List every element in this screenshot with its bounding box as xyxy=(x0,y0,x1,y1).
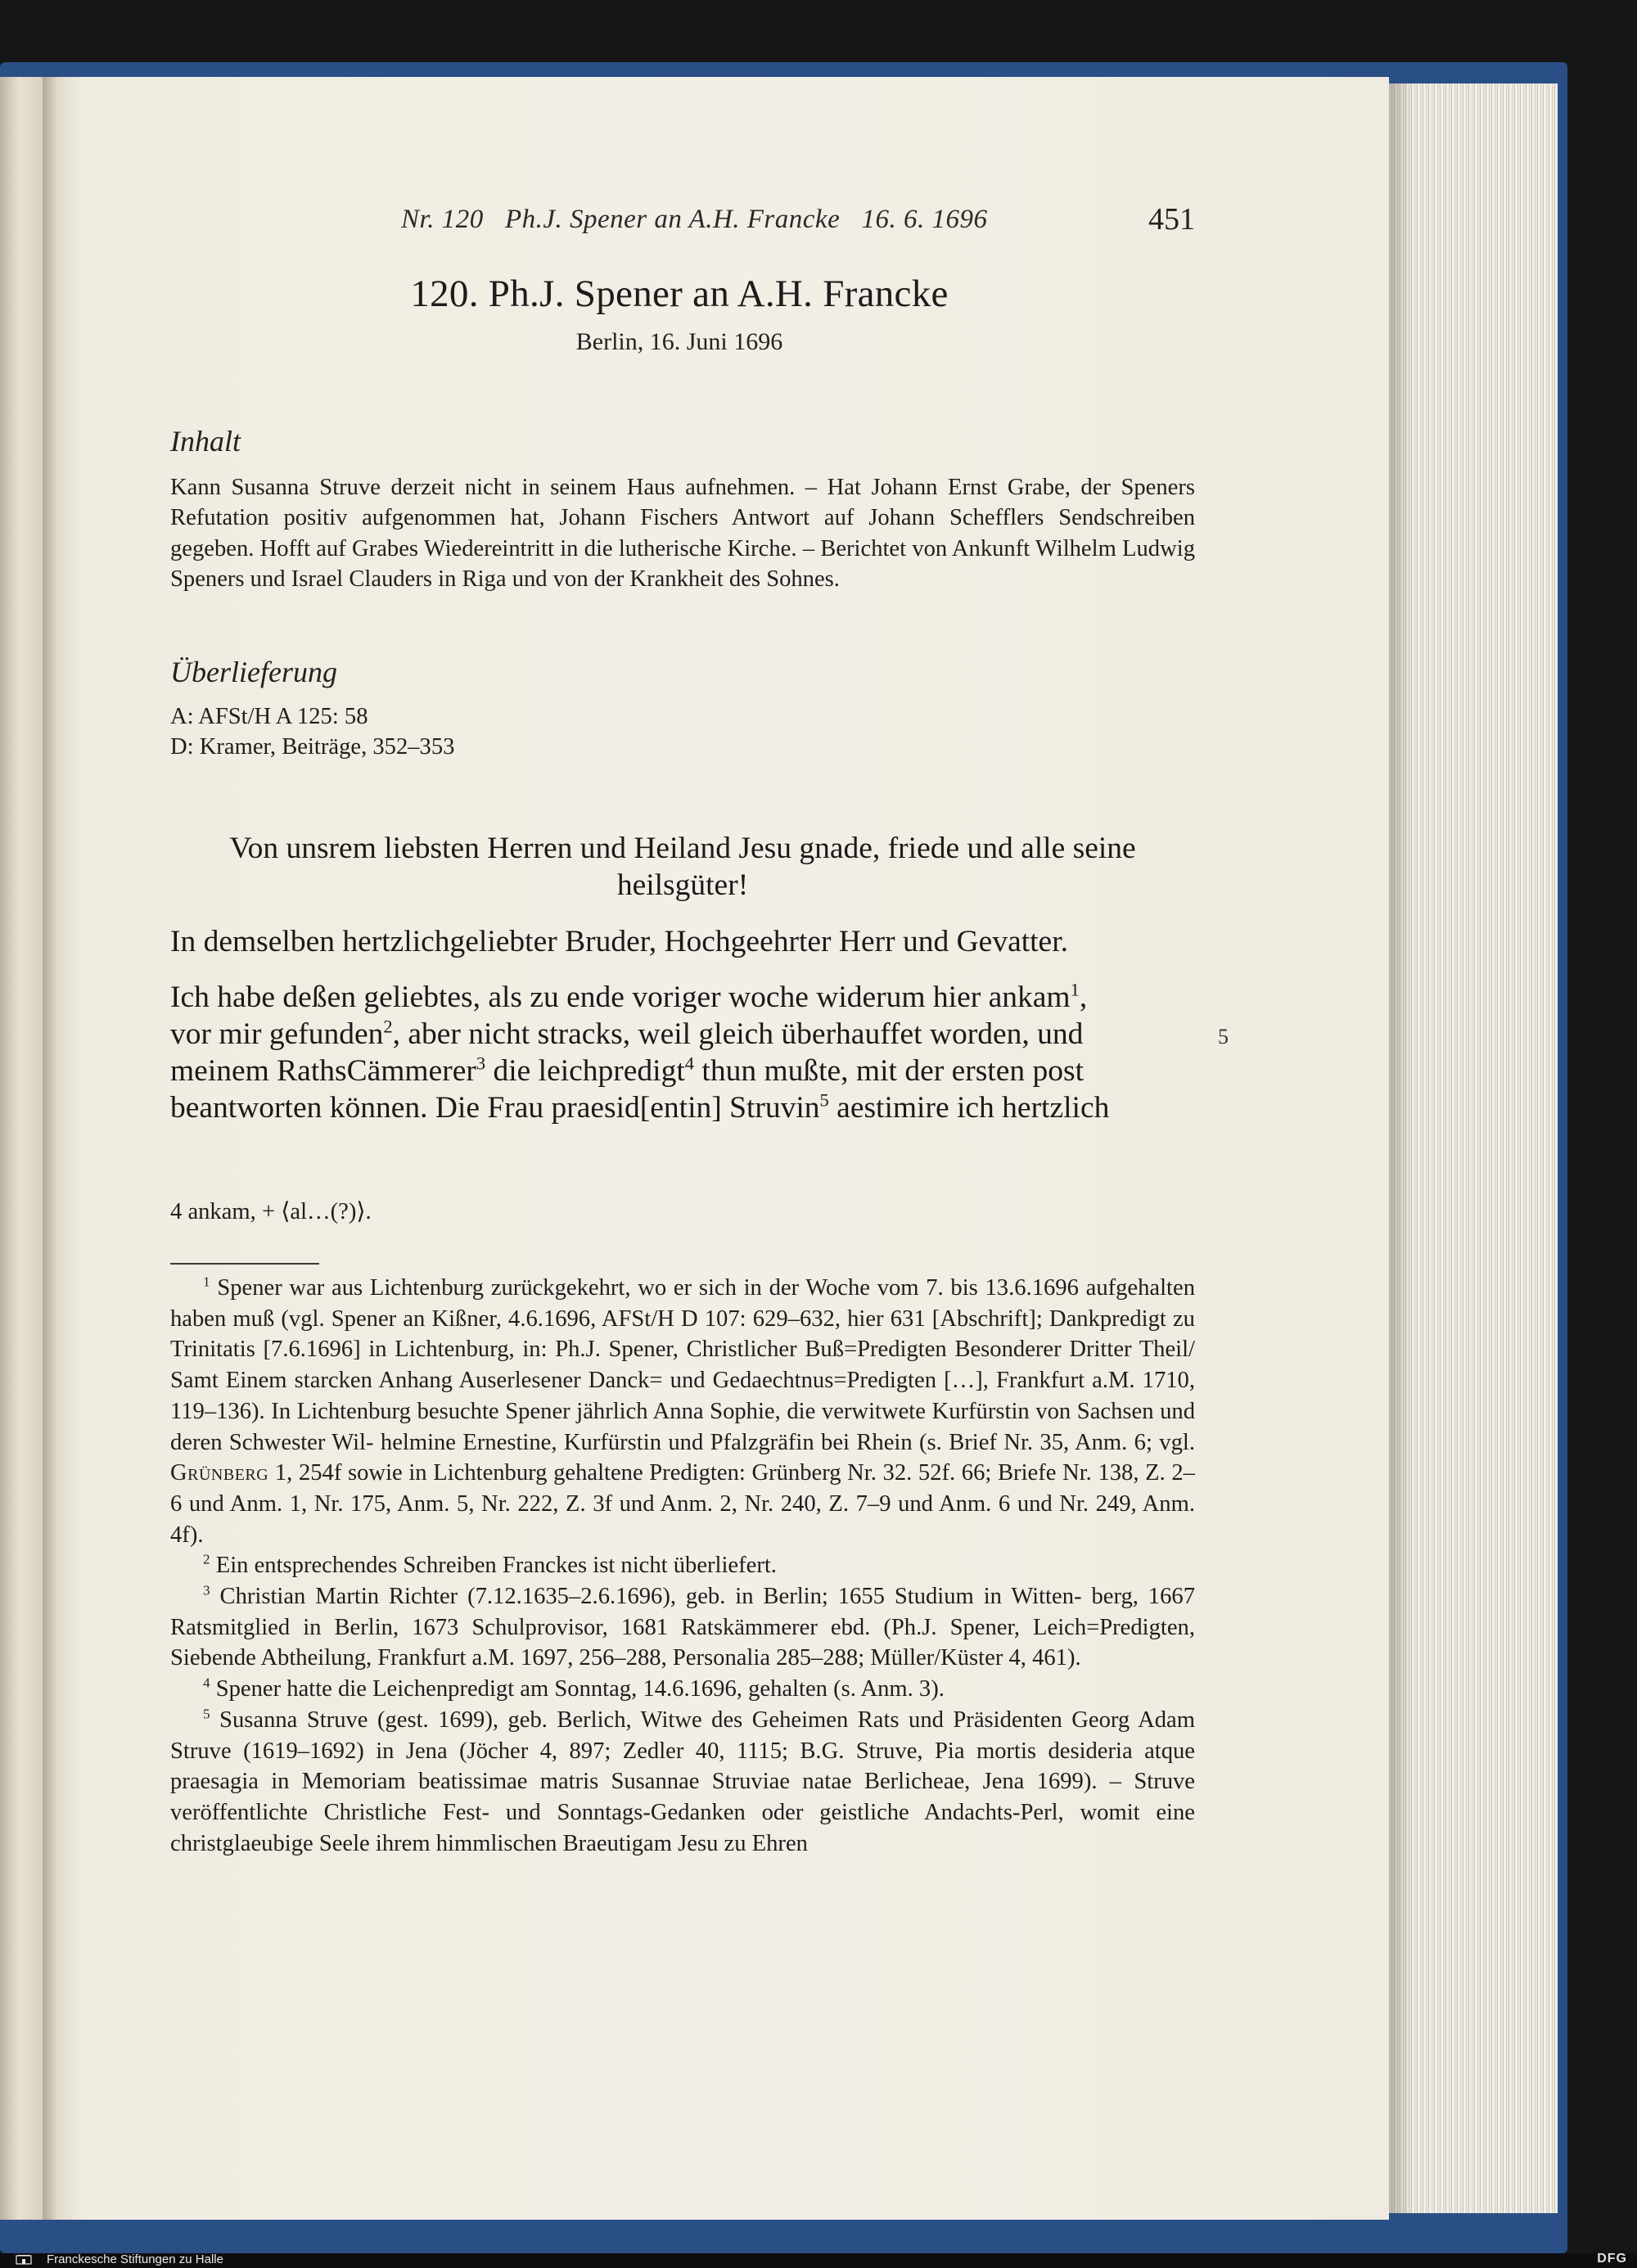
salutation-line-1: Von unsrem liebsten Herren und Heiland Jesu gnade, friede und alle seine xyxy=(229,832,1136,865)
salutation-line-2: heilsgüter! xyxy=(616,868,749,902)
body-line-1: Ich habe deßen geliebtes, als zu ende voriger woche widerum hier ankam$^1$, xyxy=(170,979,1088,1014)
footnote-rule xyxy=(170,1263,319,1265)
body-line-2: vor mir gefunden$^2$, aber nicht stracks, weil gleich überhauffet worden, und xyxy=(170,1016,1084,1051)
footnote-ref-4: 4 xyxy=(684,1053,695,1074)
address-text: In demselben hertzlichgeliebter Bruder, Hochgeehrter Herr und Gevatter. xyxy=(170,925,1068,958)
transmission-a: A: AFSt/H A 125: 58 xyxy=(170,704,368,729)
summary-line: von Ankunft Wilhelm Ludwig Speners und Israel Clauders in Riga und von der Krankheit des xyxy=(170,535,1195,593)
summary-line: Speners Refutation positiv aufgenommen hat, Johann Fischers Antwort auf Johann Schefflers xyxy=(170,475,1195,531)
gutter-shadow xyxy=(43,77,57,2220)
viewer-footer xyxy=(0,2253,1637,2268)
running-head xyxy=(164,202,1195,246)
footnotes xyxy=(170,1273,1195,1859)
footnote-1: $^1$ Spener war aus Lichtenburg zurückgekehrt, wo er sich in der Woche vom 7. bis 13.6.1696 aufgehalten haben muß (vgl. Spener an Kißner, 4.6.1696, AFSt/H D 107: 629–632, hier 631 [Abschrift]; Dankpredigt zu Trinitatis [7.6.1696] in Lichtenburg, in: Ph.J. Spener, Christlicher Buß=Predigten Besonderer Dritter Theil/ Samt Einem starcken Anhang Auserlesener Danck= und Gedaechtnus=Predigten […], Frankfurt a.M. 1710, 119–136). In Lichtenburg besuchte Spener jährlich Anna Sophie, die verwitwete Kurfürstin von Sachsen und deren Schwester Wil- helmine Ernestine, Kurfürstin und Pfalzgräfin bei Rhein (s. Brief Nr. 35, Anm. 6; vgl. Grünberg 1, 254f sowie in Lichtenburg gehaltene Predigten: Grünberg Nr. 32. 52f. 66; Briefe Nr. 138, Z. 2–6 und Anm. 1, Nr. 175, Anm. 5, Nr. 222, Z. 3f und Anm. 2, Nr. 240, Z. 7–9 und Anm. 6 und Nr. 249, Anm. 4f). xyxy=(170,1274,1196,1548)
ueberlieferung-heading: Überlieferung xyxy=(170,656,337,688)
footnote-3: $^3$ Christian Martin Richter (7.12.1635–2.6.1696), geb. in Berlin; 1655 Studium in Witten- berg, 1667 Ratsmitglied in Berlin, 1673 Schulprovisor, 1681 Ratskämmerer ebd. (Ph.J. Spener, Leich=Predigten, Siebende Abtheilung, Frankfurt a.M. 1697, 256–288, Personalia 285–288; Müller/Küster 4, 461). xyxy=(170,1582,1195,1671)
footnote-ref-3: 3 xyxy=(476,1053,486,1074)
critical-apparatus: 4 ankam, + ⟨al…(?)⟩. xyxy=(170,1199,372,1224)
footnote-ref-1: 1 xyxy=(1070,979,1080,1000)
letter-dateline: Berlin, 16. Juni 1696 xyxy=(575,328,783,355)
summary-line: Sohnes. xyxy=(766,566,840,593)
letter-body xyxy=(170,979,1195,1126)
transmission-d: D: Kramer, Beiträge, 352–353 xyxy=(170,734,455,760)
institution-name: Franckesche Stiftungen zu Halle xyxy=(47,2252,223,2266)
salutation xyxy=(170,830,1195,904)
inhalt-summary xyxy=(170,472,1195,595)
address-line xyxy=(170,923,1195,960)
margin-line-number: 5 xyxy=(1218,1025,1229,1048)
dfg-logo: DFG xyxy=(1597,2252,1627,2266)
page-stack-edge xyxy=(1389,83,1558,2213)
footnote-2: $^2$ Ein entsprechendes Schreiben Franckes ist nicht überliefert. xyxy=(203,1551,777,1579)
summary-line: Kann Susanna Struve derzeit nicht in seinem Haus aufnehmen. – Hat Johann Ernst Grabe, der xyxy=(170,475,1111,500)
book-page xyxy=(43,77,1389,2220)
letter-title: 120. Ph.J. Spener an A.H. Francke xyxy=(410,273,949,315)
footnote-5: $^5$ Susanna Struve (gest. 1699), geb. Berlich, Witwe des Geheimen Rats und Präsidenten Georg Adam Struve (1619–1692) in Jena (Jöcher 4, 897; Zedler 40, 1115; B.G. Struve, Pia mortis desideria atque praesagia in Memoriam beatissimae matris Susannae Struviae natae Berlicheae, Jena 1699). – Struve veröffentlichte Christliche Fest- und Sonntags-Gedanken oder geistliche Andachts-Perl, womit eine christglaeubige Seele ihrem himmlischen Braeutigam Jesu zu Ehren xyxy=(170,1706,1195,1856)
body-line-3: meinem RathsCämmerer$^3$ die leichpredigt$^4$ thun mußte, mit der ersten post xyxy=(170,1053,1084,1088)
institution-logo-icon xyxy=(11,2255,36,2266)
page-number: 451 xyxy=(1148,202,1195,237)
footnote-ref-5: 5 xyxy=(819,1089,829,1111)
page-stack-shadow xyxy=(1389,83,1414,2213)
footnote-4: $^4$ Spener hatte die Leichenpredigt am Sonntag, 14.6.1696, gehalten (s. Anm. 3). xyxy=(203,1675,945,1702)
footnote-ref-2: 2 xyxy=(383,1016,393,1037)
summary-line: Sendschreiben gegeben. Hofft auf Grabes Wiedereintritt in die lutherische Kirche. – Berichtet xyxy=(170,505,1195,561)
inhalt-heading: Inhalt xyxy=(170,425,241,458)
left-page-edge xyxy=(0,77,43,2220)
running-head-text: Nr. 120 Ph.J. Spener an A.H. Francke 16. 6. 1696 xyxy=(401,205,988,234)
body-line-4: beantworten können. Die Frau praesid[entin] Struvin$^5$ aestimire ich hertzlich xyxy=(170,1089,1110,1125)
